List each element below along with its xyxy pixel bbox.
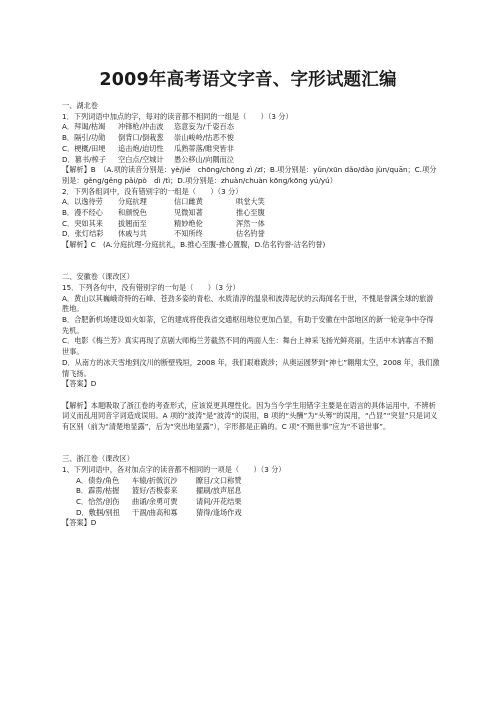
option-cell: A．债券/角色 (76, 475, 120, 485)
option-row (62, 208, 440, 219)
option-row (62, 508, 440, 519)
option-a: A．黄山以其巍峨奇特的石峰、苍劲多姿的青松、水质清淳的温泉和波涛起伏的云海闻名于世，不愧是誉满全球的旅游胜地。 (62, 293, 434, 314)
option-cell: 车辕/折戟沉沙 (132, 475, 178, 485)
option-cell: 哄堂大笑 (236, 197, 265, 207)
option-row (62, 122, 440, 133)
option-cell: B．隔引/功勋 (62, 133, 106, 143)
option-cell: B．漫不经心 (62, 208, 103, 218)
option-cell: A．拜谒/枯竭 (62, 122, 106, 132)
answer: 【答案】D (62, 379, 97, 389)
option-row (62, 133, 440, 144)
option-cell: D．篡书/榨子 (62, 154, 106, 164)
option-cell: 请间/开花结果 (196, 496, 242, 506)
option-cell: 擢刷/放声屈息 (196, 486, 242, 496)
answer: 【答案】D (62, 518, 97, 528)
option-cell: 猜得/逢场作戏 (196, 507, 242, 517)
option-b: B．合肥新机场建设如火如荼，它的建成将使我省交通枢纽地位更加凸显，有助于安徽在中部地区的新一轮竞争中夺得先机。 (62, 315, 434, 335)
option-row (62, 155, 440, 166)
option-cell: 干涸/曲高和寡 (132, 507, 178, 517)
option-cell: 分庭抗理 (118, 197, 147, 207)
option-cell: 崇山峻岭/怙恶不悛 (174, 133, 234, 143)
option-cell: C．恰然/创伤 (76, 496, 120, 506)
question-stem: 15．下列各句中，没有错别字的一句是（ ）（3 分） (62, 282, 240, 292)
option-cell: A．以逸待劳 (62, 197, 103, 207)
option-row (62, 486, 440, 497)
option-cell: 精妙绝伦 (174, 218, 203, 228)
option-cell: 浑然一体 (236, 218, 265, 228)
option-cell: 信口雌黄 (174, 197, 203, 207)
option-row (62, 476, 440, 487)
option-cell: D．敷掴/别扭 (76, 507, 120, 517)
section-heading: 三、浙江卷（课改区） (62, 454, 134, 464)
page-title: 2009年高考语文字音、字形试题汇编 (99, 70, 397, 90)
answer-explanation: 【解析】C (A.分庭抗理-分庭抗礼，B.推心至腹-推心置腹，D.估名钓誉-沽名钓誉) (62, 240, 326, 250)
option-cell: 推心至腹 (236, 208, 265, 218)
option-cell: 瓜熟蒂落/睢突皆非 (174, 143, 234, 153)
section-heading: 二、安徽卷（课改区） (62, 272, 134, 282)
option-c: C．电影《梅兰芳》真实再现了京剧大师梅兰芳截然不同的两面人生：舞台上神采飞扬光鲜亮丽，生活中木讷寡言不黯世事。 (62, 336, 434, 357)
option-cell: C．突如其来 (62, 218, 103, 228)
question-stem: 2．下列各组词中，没有错别字的一组是（ ）（3 分） (62, 186, 243, 196)
answer-explanation: 【解析】B （A.项的读音分别是：yè/jié chōng/chōng zì /zī；B.项分别是：yǔn/xūn dǎo/dào jùn/quān；C.项分别是：gěng/gěng pǎi/pò dì /tì；D.项分别是：zhuàn/chuàn kōng/kōng yú/yú） (62, 165, 437, 185)
option-cell: 恣意妄为/千姿百态 (174, 122, 234, 132)
option-row (62, 229, 440, 240)
option-cell: 见微知著 (174, 208, 203, 218)
option-cell: 倒背口/倒栽葱 (118, 133, 164, 143)
section-heading: 一、湖北卷 (62, 101, 98, 110)
option-d: D．从南方的冰天雪地到汶川的断壁残垣，2008 年，我们艰难跋涉；从奥运圆梦到“神七”翱翔太空，2008 年，我们激情飞扬。 (62, 357, 440, 378)
question-stem: 1、下列词语中，各对加点字的读音都不相同的一项是（ ）（3 分） (62, 464, 286, 474)
option-row (62, 219, 440, 230)
option-cell: 篮好/否极泰来 (132, 486, 178, 496)
question-stem: 1．下列词语中加点的字，每对的读音都不相同的一组是（ ）（3 分） (62, 111, 293, 121)
option-cell: 休戚与共 (118, 229, 147, 239)
option-cell: 追击炮/迫切性 (118, 143, 164, 153)
option-cell: 瞭目/文口称赞 (196, 475, 242, 485)
option-cell: 不知所终 (174, 229, 203, 239)
option-cell: 和颜悦色 (118, 208, 147, 218)
option-cell: 估名钓誉 (236, 229, 265, 239)
answer-explanation: 【解析】本题吸取了浙江卷的考查形式，应该说更具理性化。因为当今学生用错字主要是在语言的具体运用中，不辨析词义而乱用同音字词造成误用。A 项的“波涛”是“波涛”的误用，B 项的“头酬”为“头筹”的误用，“凸显”“突显”只是词义有区别（前为“清楚地显露”，后为“突出地显露”），字形都是正确的。C 项“不黯世事”应为“不谙世事”。 (62, 400, 438, 432)
option-cell: 愚公移山/向隅而泣 (174, 154, 234, 164)
option-cell: 曲诵/余勇可贾 (132, 496, 178, 506)
option-row (62, 197, 440, 208)
option-cell: 冲锋枪/冲击波 (118, 122, 164, 132)
option-row (62, 497, 440, 508)
option-cell: D．张灯结彩 (62, 229, 104, 239)
document-body (62, 101, 440, 529)
option-cell: B．霹雳/枯握 (76, 486, 120, 496)
option-cell: 空白点/空城计 (118, 154, 164, 164)
option-row (62, 144, 440, 155)
option-cell: C．梗概/田埂 (62, 143, 106, 153)
option-cell: 拔翘而至 (118, 218, 147, 228)
